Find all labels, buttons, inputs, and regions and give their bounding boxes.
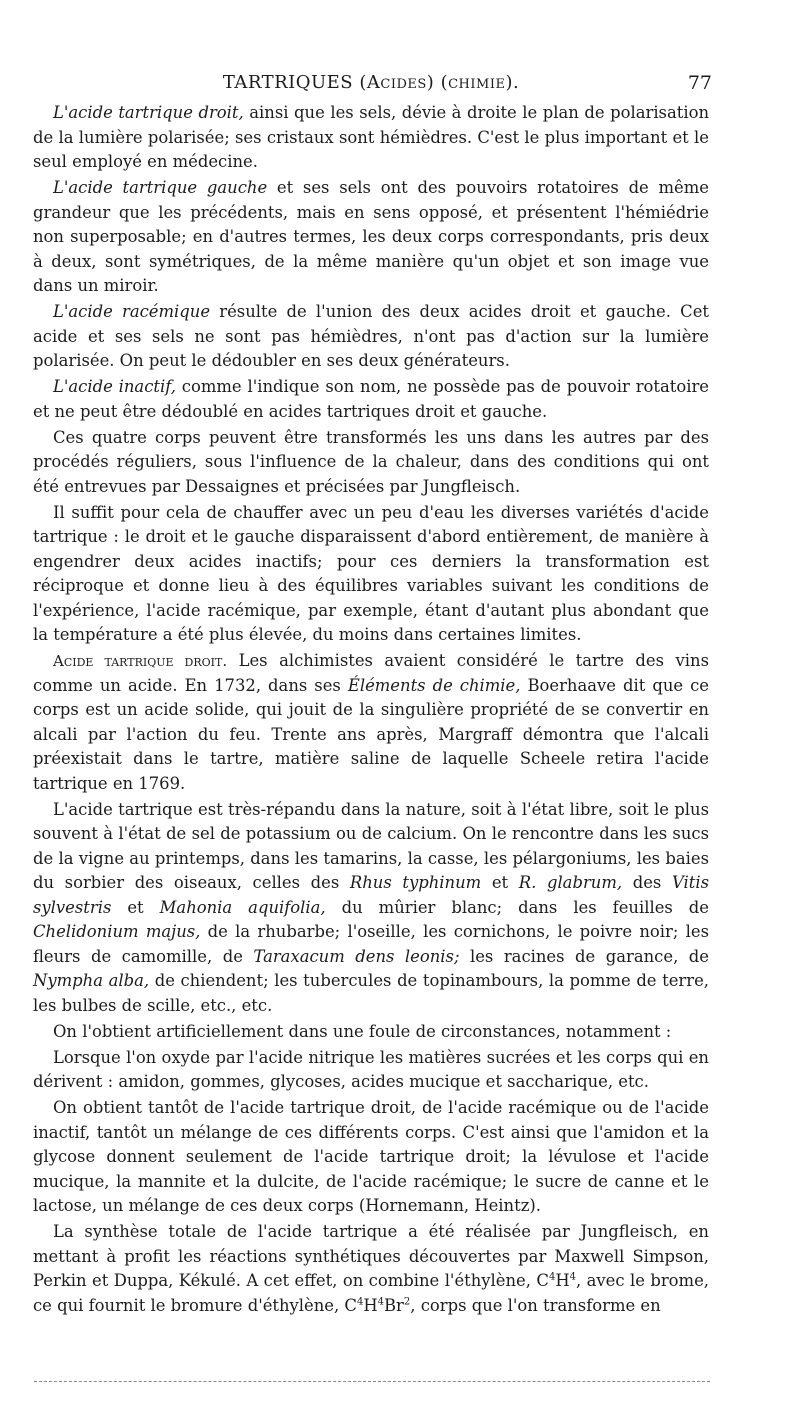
paragraph-text: et ses sels ont des pouvoirs rotatoires de même grandeur que les précédents, mais en sens opposé, et présentent l'hémiédrie non superposable; en d'autres termes, les deux corps correspondants, pris deux à deux, sont symétriques, de la même manière qu'un objet et son image vue dans un miroir. bbox=[33, 178, 709, 295]
paragraph-transformations: Ces quatre corps peuvent être transformés les uns dans les autres par des procédés réguliers, sous l'influence de la chaleur, dans des conditions qui ont été entrevues par Dessaignes et précisées par Jungfleisch. bbox=[33, 427, 709, 496]
term-acide-droit: L'acide tartrique droit, bbox=[53, 103, 244, 122]
paragraph-acide-droit bbox=[33, 101, 709, 175]
paragraph-text: Br bbox=[384, 1295, 404, 1315]
page-body bbox=[33, 101, 709, 1320]
paragraph-text: de chiendent; les tubercules de topinambours, la pomme de terre, les bulbes de scille, etc., etc. bbox=[33, 971, 709, 1015]
book-title: Éléments de chimie, bbox=[347, 675, 521, 695]
running-title-sub-b: (chimie). bbox=[440, 72, 520, 93]
paragraph-synthese bbox=[33, 1220, 709, 1318]
paragraph-text: L'acide tartrique est très-répandu dans la nature, soit à l'état libre, soit le plus souvent à l'état de sel de potassium ou de calcium. On le rencontre dans les sucs de la vigne au printemps, dans les tamarins, la casse, les pélargoniums, les baies du sorbier des oiseaux, celles des bbox=[33, 799, 709, 892]
formula-subscript: 4 bbox=[548, 1271, 556, 1283]
species-name: Rhus typhinum bbox=[349, 873, 482, 892]
formula-subscript: 4 bbox=[377, 1296, 385, 1308]
paragraph-text: résulte de l'union des deux acides droit et gauche. Cet acide et ses sels ne sont pas hémièdres, n'ont pas d'action sur la lumière polarisée. On peut le dédoubler en ses deux générateurs. bbox=[33, 302, 709, 370]
formula-subscript: 4 bbox=[569, 1271, 576, 1283]
paragraph-text: ainsi que les sels, dévie à droite le plan de polarisation de la lumière polarisée; ses cristaux sont hémièdres. C'est le plus important et le seul employé en médecine. bbox=[33, 103, 709, 171]
running-header bbox=[30, 72, 712, 100]
species-name: Taraxacum dens leonis; bbox=[253, 946, 460, 966]
paragraph-text: des bbox=[622, 873, 672, 892]
paragraph-oxydation: Lorsque l'on oxyde par l'acide nitrique les matières sucrées et les corps qui en dérivent : amidon, gommes, glycoses, acides mucique et saccharique, etc. bbox=[33, 1047, 709, 1091]
paragraph-text: , avec le brome, ce qui fournit le bromure d'éthylène, C bbox=[33, 1271, 709, 1315]
paragraph-chauffage: Il suffit pour cela de chauffer avec un peu d'eau les diverses variétés d'acide tartrique : le droit et le gauche disparaissent d'abord entièrement, de manière à engendrer deux acides inactifs; pour ces derniers la transformation est réciproque et donne lieu à des équilibres variables suivant les conditions de l'expérience, l'acide racémique, par exemple, étant d'autant plus abondant que la température a été plus élevée, du moins dans certaines limites. bbox=[33, 502, 709, 644]
running-title-main: TARTRIQUES bbox=[222, 72, 354, 93]
species-name: Vitis sylvestris bbox=[33, 873, 709, 917]
paragraph-melanges: On obtient tantôt de l'acide tartrique droit, de l'acide racémique ou de l'acide inactif, tantôt un mélange de ces différents corps. C'est ainsi que l'amidon et la glycose donnent seulement de l'acide tartrique droit; la lévulose et l'acide mucique, la mannite et la dulcite, de l'acide racémique; le sucre de canne et le lactose, un mélange de ces deux corps (Hornemann, Heintz). bbox=[33, 1098, 709, 1215]
running-title bbox=[30, 72, 712, 93]
paragraph-text: Les alchimistes avaient considéré le tartre des vins comme un acide. En 1732, dans ses bbox=[33, 651, 709, 695]
paragraph-acide-racemique bbox=[33, 300, 709, 374]
paragraph-text: H bbox=[363, 1295, 378, 1315]
paragraph-text: du mûrier blanc; dans les feuilles de bbox=[325, 897, 709, 917]
species-name: Mahonia aquifolia, bbox=[159, 897, 326, 917]
species-name: Chelidonium majus, bbox=[33, 922, 201, 941]
term-acide-gauche: L'acide tartrique gauche bbox=[53, 178, 268, 197]
paragraph-text: de la rhubarbe; l'oseille, les cornichons, le poivre noir; les fleurs de camomille, de bbox=[33, 922, 709, 966]
paragraph-acide-inactif bbox=[33, 375, 709, 424]
paragraph-artificiel: On l'obtient artificiellement dans une foule de circonstances, notamment : bbox=[53, 1021, 672, 1041]
paragraph-text: les racines de garance, de bbox=[459, 946, 709, 966]
term-acide-racemique: L'acide racémique bbox=[53, 302, 211, 321]
paragraph-text: Boerhaave dit que ce corps est un acide solide, qui jouit de la singulière propriété de se convertir en alcali par l'action du feu. Trente ans après, Margraff démontra que l'alcali préexistait dans le tartre, matière saline de laquelle Scheele retira l'acide tartrique en 1769. bbox=[33, 675, 709, 793]
paragraph-text: et bbox=[481, 873, 519, 892]
page-number: 77 bbox=[687, 72, 712, 94]
paragraph-text: , corps que l'on transforme en bbox=[410, 1295, 661, 1315]
term-acide-inactif: L'acide inactif, bbox=[53, 377, 176, 396]
paragraph-text: comme l'indique son nom, ne possède pas de pouvoir rotatoire et ne peut être dédoublé en acides tartriques droit et gauche. bbox=[33, 377, 710, 421]
paragraph-text: H bbox=[555, 1271, 570, 1290]
paragraph-text: et bbox=[111, 897, 160, 917]
footer-rule bbox=[34, 1381, 710, 1384]
paragraph-repartition bbox=[33, 798, 709, 1019]
formula-subscript: 4 bbox=[356, 1296, 364, 1308]
species-name: R. glabrum, bbox=[518, 873, 623, 892]
formula-subscript: 2 bbox=[403, 1296, 411, 1308]
section-heading-acide-tartrique-droit: Acide tartrique droit. bbox=[53, 652, 228, 670]
paragraph-acide-gauche bbox=[33, 176, 709, 299]
paragraph-text: La synthèse totale de l'acide tartrique a été réalisée par Jungfleisch, en mettant à profit les réactions synthétiques découvertes par Maxwell Simpson, Perkin et Duppa, Kékulé. A cet effet, on combine l'éthylène, C bbox=[33, 1222, 709, 1290]
running-title-sub-a: (Acides) bbox=[359, 72, 435, 93]
paragraph-historique bbox=[33, 649, 709, 796]
species-name: Nympha alba, bbox=[33, 971, 150, 990]
